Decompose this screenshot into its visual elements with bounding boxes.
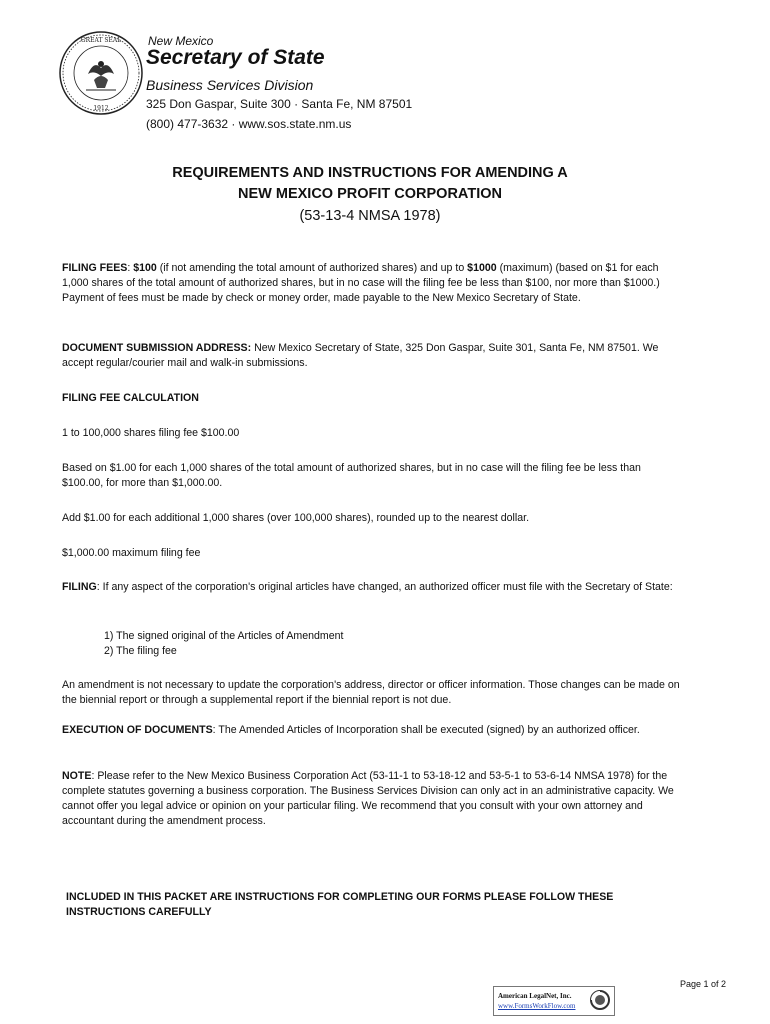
svg-text:1912: 1912 — [93, 105, 109, 112]
page-number: Page 1 of 2 — [679, 979, 726, 989]
submission-label: DOCUMENT SUBMISSION ADDRESS: — [62, 342, 252, 354]
document-title-line1: REQUIREMENTS AND INSTRUCTIONS FOR AMENDING A — [172, 165, 568, 181]
packet-notice: INCLUDED IN THIS PACKET ARE INSTRUCTIONS FOR COMPLETING OUR FORMS PLEASE FOLLOW THESE INSTRUCTIONS CAREFULLY — [66, 891, 614, 918]
legalnet-logo-icon — [589, 989, 611, 1011]
execution-label: EXECUTION OF DOCUMENTS — [62, 724, 213, 736]
document-title-line2: NEW MEXICO PROFIT CORPORATION — [238, 186, 502, 202]
letterhead-office: Secretary of State — [146, 46, 325, 69]
note-text: : Please refer to the New Mexico Business Corporation Act (53-11-1 to 53-18-12 and 53-5-1 to 53-6-14 NMSA 1978) for the complete statutes governing a business corporation. The Business Services Division can only act in an administrative capacity. We cannot offer you legal advice or opinion on your particular filing. We recommend that you consult with your own attorney and accountant during the amendment process. — [62, 770, 674, 827]
document-title-statute: (53-13-4 NMSA 1978) — [299, 208, 441, 224]
footer-branding — [493, 986, 615, 1016]
footer-company: American LegalNet, Inc. — [498, 992, 572, 1000]
note-label: NOTE — [62, 770, 92, 782]
fee-calc-heading: FILING FEE CALCULATION — [62, 392, 199, 404]
fee-calc-line1: 1 to 100,000 shares filing fee $100.00 — [62, 427, 240, 439]
letterhead-phone-web: (800) 477-3632 · www.sos.state.nm.us — [146, 117, 352, 131]
filing-text: : If any aspect of the corporation's original articles have changed, an authorized officer must file with the Secretary of State: — [96, 581, 673, 593]
execution-paragraph — [62, 722, 680, 739]
filing-fees-paragraph: FILING FEES: $100 (if not amending the total amount of authorized shares) and up to $1000 (maximum) (based on $1 for each 1,000 shares of the total amount of authorized shares, but in no case will the filing fee be less than $100, nor more than $1000.) Payment of fees must be made by check or money order, made payable to the New Mexico Secretary of State. — [62, 262, 660, 304]
filing-paragraph — [62, 580, 680, 595]
footer-website-link[interactable]: www.FormsWorkFlow.com — [498, 1002, 576, 1010]
execution-text: : The Amended Articles of Incorporation shall be executed (signed) by an authorized officer. — [212, 724, 640, 736]
filing-fee-max: $1000 — [467, 262, 497, 274]
state-seal — [58, 30, 144, 116]
fee-calc-line2: Based on $1.00 for each 1,000 shares of the total amount of authorized shares, but in no case will the filing fee be less than $100.00, for more than $1,000.00. — [62, 462, 641, 489]
filing-fees-text1: (if not amending the total amount of authorized shares) and up to — [156, 262, 468, 274]
svg-text:GREAT SEAL: GREAT SEAL — [80, 37, 122, 44]
filing-label: FILING — [62, 581, 97, 593]
submission-text: New Mexico Secretary of State, 325 Don Gaspar, Suite 301, Santa Fe, NM 87501. We accept regular/courier mail and walk-in submissions. — [62, 342, 659, 369]
filing-fee-min: $100 — [133, 262, 157, 274]
submission-paragraph — [62, 341, 680, 371]
fee-calc-line3: Add $1.00 for each additional 1,000 shares (over 100,000 shares), rounded up to the nearest dollar. — [62, 512, 530, 524]
letterhead-state: New Mexico — [148, 34, 214, 48]
letterhead-division: Business Services Division — [146, 77, 314, 93]
fee-calc-line4: $1,000.00 maximum filing fee — [62, 547, 201, 559]
filing-fees-text2: (maximum) (based on $1 for each 1,000 shares of the total amount of authorized shares, but in no case will the filing fee be less than $100, nor more than $1000.) Payment of fees must be made by check or money order, made payable to the New Mexico Secretary of State. — [62, 262, 660, 304]
amendment-note-paragraph: An amendment is not necessary to update the corporation's address, director or officer information. Those changes can be made on the biennial report or through a supplemental report if the biennial report is not due. — [62, 679, 680, 706]
note-paragraph — [62, 769, 680, 829]
filing-list-item: 1) The signed original of the Articles of Amendment — [104, 630, 344, 642]
filing-fees-label: FILING FEES — [62, 262, 128, 274]
filing-list-item: 2) The filing fee — [104, 645, 177, 657]
letterhead-address: 325 Don Gaspar, Suite 300 · Santa Fe, NM 87501 — [146, 97, 413, 111]
